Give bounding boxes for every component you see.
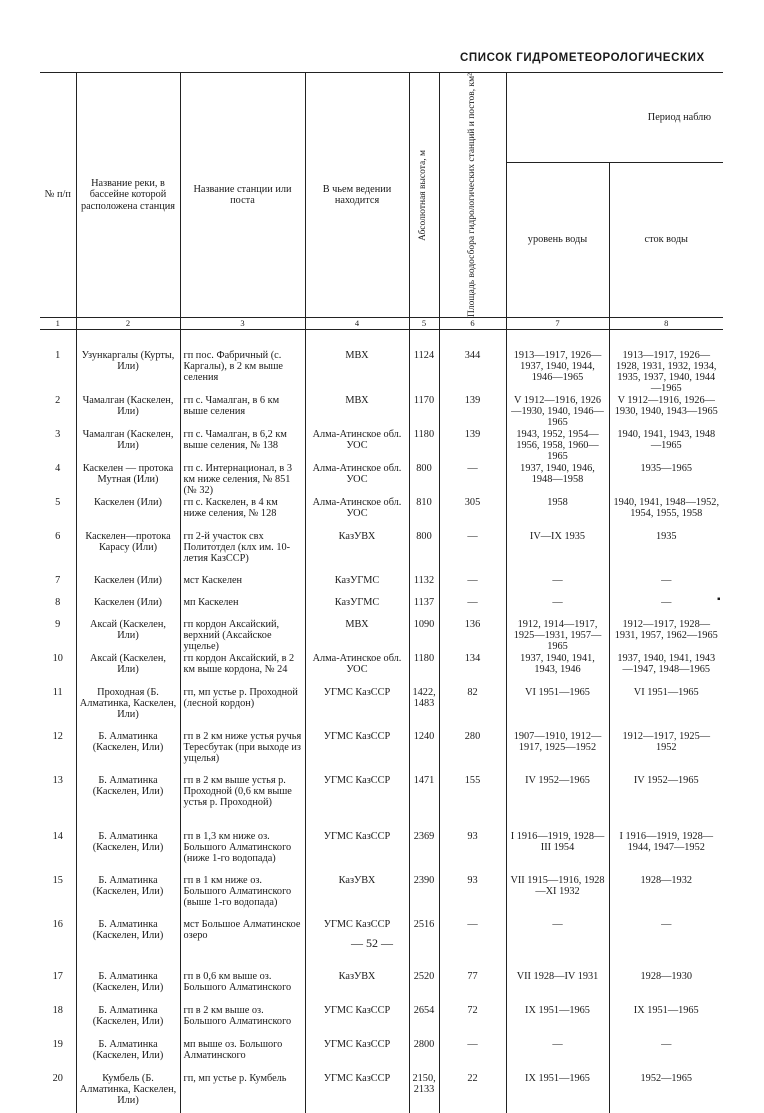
catchment-area: 22 xyxy=(439,1073,506,1113)
water-level-period: V 1912—1916, 1926—1930, 1940, 1946—1965 xyxy=(506,395,609,429)
water-flow-period: VI 1951—1965 xyxy=(633,686,699,698)
row-number: 16 xyxy=(40,919,76,971)
altitude: 1170 xyxy=(409,395,439,429)
water-flow-period: 1928—1932 xyxy=(640,874,692,886)
water-level-period: VII 1928—IV 1931 xyxy=(506,971,609,1005)
column-number: 2 xyxy=(76,317,180,329)
station-name: мп выше оз. Большого Алматинского xyxy=(180,1039,305,1073)
station-name: гп 2-й участок свх Политотдел (клх им. 10-летия КазССР) xyxy=(180,531,305,575)
margin-mark: ▪ xyxy=(717,594,721,605)
catchment-area: 72 xyxy=(439,1005,506,1039)
water-level-period: 1937, 1940, 1946, 1948—1958 xyxy=(506,463,609,497)
water-flow-period: — xyxy=(661,1038,672,1050)
river-name: Кумбель (Б. Алматинка, Каскелен, Или) xyxy=(76,1073,180,1113)
water-level-period: — xyxy=(506,919,609,971)
row-number: 17 xyxy=(40,971,76,1005)
river-name: Б. Алматинка (Каскелен, Или) xyxy=(76,831,180,875)
organization: КазУВХ xyxy=(305,971,409,1005)
table-row xyxy=(40,597,723,619)
row-number: 14 xyxy=(40,831,76,875)
altitude: 800 xyxy=(409,463,439,497)
altitude: 1137 xyxy=(409,597,439,619)
page-running-title: СПИСОК ГИДРОМЕТЕОРОЛОГИЧЕСКИХ xyxy=(460,52,705,64)
water-level-period: 1912, 1914—1917, 1925—1931, 1957—1965 xyxy=(506,619,609,653)
station-name: мст Каскелен xyxy=(180,575,305,597)
catchment-area: 139 xyxy=(439,395,506,429)
organization: МВХ xyxy=(305,330,409,395)
column-number: 6 xyxy=(439,317,506,329)
river-name: Чамалган (Каскелен, Или) xyxy=(76,429,180,463)
catchment-area: 134 xyxy=(439,653,506,687)
water-level-period: VI 1951—1965 xyxy=(506,687,609,731)
organization: КазУВХ xyxy=(305,875,409,919)
organization: Алма-Атинское обл. УОС xyxy=(305,463,409,497)
water-flow-period: 1935—1965 xyxy=(640,462,692,474)
river-name: Б. Алматинка (Каскелен, Или) xyxy=(76,1039,180,1073)
row-number: 2 xyxy=(40,395,76,429)
catchment-area: 93 xyxy=(439,831,506,875)
organization: КазУВХ xyxy=(305,531,409,575)
organization: УГМС КазССР xyxy=(305,1005,409,1039)
water-flow-period: 1952—1965 xyxy=(640,1072,692,1084)
organization: УГМС КазССР xyxy=(305,1073,409,1113)
altitude: 1124 xyxy=(409,330,439,395)
water-flow-period: — xyxy=(661,574,672,586)
organization: КазУГМС xyxy=(305,575,409,597)
river-name: Аксай (Каскелен, Или) xyxy=(76,619,180,653)
organization: УГМС КазССР xyxy=(305,831,409,875)
altitude: 1180 xyxy=(409,653,439,687)
station-name: гп в 1 км ниже оз. Большого Алматинского (выше 1-го водопада) xyxy=(180,875,305,919)
row-number: 18 xyxy=(40,1005,76,1039)
row-number: 9 xyxy=(40,619,76,653)
row-number: 11 xyxy=(40,687,76,731)
catchment-area: 77 xyxy=(439,971,506,1005)
column-header-period: Период наблю xyxy=(506,73,723,163)
water-flow-period: 1912—1917, 1928—1931, 1957, 1962—1965 xyxy=(614,618,718,641)
altitude: 1090 xyxy=(409,619,439,653)
altitude: 1471 xyxy=(409,775,439,831)
table-row xyxy=(40,971,723,1005)
catchment-area: — xyxy=(439,463,506,497)
river-name: Чамалган (Каскелен, Или) xyxy=(76,395,180,429)
water-level-period: 1937, 1940, 1941, 1943, 1946 xyxy=(506,653,609,687)
water-flow-period: V 1912—1916, 1926—1930, 1940, 1943—1965 xyxy=(614,394,718,417)
altitude: 2516 xyxy=(409,919,439,971)
table-row xyxy=(40,831,723,875)
column-header-altitude: Абсолютная высота, м xyxy=(409,73,439,318)
table-row xyxy=(40,395,723,429)
catchment-area: 82 xyxy=(439,687,506,731)
altitude: 2520 xyxy=(409,971,439,1005)
table-row xyxy=(40,429,723,463)
row-number: 8 xyxy=(40,597,76,619)
water-flow-period: — xyxy=(661,918,672,930)
water-flow-period: 1912—1917, 1925—1952 xyxy=(622,730,711,753)
row-number: 12 xyxy=(40,731,76,775)
catchment-area: 93 xyxy=(439,875,506,919)
water-flow-period: 1913—1917, 1926—1928, 1931, 1932, 1934, 1935, 1937, 1940, 1944—1965 xyxy=(616,350,717,395)
table-row xyxy=(40,575,723,597)
altitude: 1240 xyxy=(409,731,439,775)
river-name: Б. Алматинка (Каскелен, Или) xyxy=(76,1005,180,1039)
altitude: 810 xyxy=(409,497,439,531)
station-name: гп в 0,6 км выше оз. Большого Алматинского xyxy=(180,971,305,1005)
altitude: 2150, 2133 xyxy=(409,1073,439,1113)
water-flow-period: I 1916—1919, 1928—1944, 1947—1952 xyxy=(619,830,714,853)
column-header-river: Название реки, в бассейне которой расположена станция xyxy=(76,73,180,318)
organization: МВХ xyxy=(305,395,409,429)
river-name: Каскелен — протока Мутная (Или) xyxy=(76,463,180,497)
column-header-station: Название станции или поста xyxy=(180,73,305,318)
column-number: 8 xyxy=(609,317,723,329)
water-level-period: IX 1951—1965 xyxy=(506,1005,609,1039)
water-level-period: — xyxy=(506,1039,609,1073)
row-number: 5 xyxy=(40,497,76,531)
water-flow-period: IX 1951—1965 xyxy=(633,1004,699,1016)
station-name: гп пос. Фабричный (с. Каргалы), в 2 км выше селения xyxy=(180,330,305,395)
row-number: 4 xyxy=(40,463,76,497)
table-row xyxy=(40,731,723,775)
column-number: 3 xyxy=(180,317,305,329)
altitude: 1132 xyxy=(409,575,439,597)
row-number: 19 xyxy=(40,1039,76,1073)
organization: УГМС КазССР xyxy=(305,919,409,971)
row-number: 1 xyxy=(40,330,76,395)
altitude: 1422, 1483 xyxy=(409,687,439,731)
station-name: гп в 1,3 км ниже оз. Большого Алматинского (ниже 1-го водопада) xyxy=(180,831,305,875)
column-header-num: № п/п xyxy=(40,73,76,318)
organization: Алма-Атинское обл. УОС xyxy=(305,653,409,687)
column-number: 7 xyxy=(506,317,609,329)
station-name: гп в 2 км выше устья р. Проходной (0,6 км выше устья р. Проходной) xyxy=(180,775,305,831)
column-header-area: Площадь водосбора гидрологических станций и постов, км² xyxy=(439,73,506,318)
catchment-area: 139 xyxy=(439,429,506,463)
station-name: гп кордон Аксайский, в 2 км выше кордона, № 24 xyxy=(180,653,305,687)
river-name: Б. Алматинка (Каскелен, Или) xyxy=(76,875,180,919)
altitude: 2390 xyxy=(409,875,439,919)
organization: УГМС КазССР xyxy=(305,1039,409,1073)
water-level-period: IX 1951—1965 xyxy=(506,1073,609,1113)
stations-table xyxy=(40,72,723,1113)
water-level-period: 1907—1910, 1912—1917, 1925—1952 xyxy=(506,731,609,775)
row-number: 15 xyxy=(40,875,76,919)
row-number: 10 xyxy=(40,653,76,687)
organization: КазУГМС xyxy=(305,597,409,619)
catchment-area: — xyxy=(439,531,506,575)
water-flow-period: 1935 xyxy=(655,530,677,542)
station-name: гп, мп устье р. Кумбель xyxy=(180,1073,305,1113)
water-flow-period: — xyxy=(661,596,672,608)
organization: МВХ xyxy=(305,619,409,653)
table-row xyxy=(40,687,723,731)
altitude: 2369 xyxy=(409,831,439,875)
river-name: Каскелен (Или) xyxy=(76,497,180,531)
station-name: мст Большое Алматинское озеро xyxy=(180,919,305,971)
row-number: 3 xyxy=(40,429,76,463)
river-name: Аксай (Каскелен, Или) xyxy=(76,653,180,687)
catchment-area: — xyxy=(439,1039,506,1073)
catchment-area: 136 xyxy=(439,619,506,653)
catchment-area: 280 xyxy=(439,731,506,775)
column-header-level: уровень воды xyxy=(506,162,609,317)
river-name: Каскелен (Или) xyxy=(76,597,180,619)
water-flow-period: 1937, 1940, 1941, 1943—1947, 1948—1965 xyxy=(617,652,716,675)
river-name: Б. Алматинка (Каскелен, Или) xyxy=(76,971,180,1005)
column-header-flow: сток воды xyxy=(644,234,688,246)
catchment-area: — xyxy=(439,919,506,971)
organization: Алма-Атинское обл. УОС xyxy=(305,429,409,463)
river-name: Б. Алматинка (Каскелен, Или) xyxy=(76,775,180,831)
catchment-area: 344 xyxy=(439,330,506,395)
column-number: 5 xyxy=(409,317,439,329)
table-row xyxy=(40,619,723,653)
catchment-area: 155 xyxy=(439,775,506,831)
water-flow-period: 1940, 1941, 1943, 1948—1965 xyxy=(617,428,716,451)
table-row xyxy=(40,875,723,919)
table-row xyxy=(40,463,723,497)
table-row xyxy=(40,775,723,831)
catchment-area: — xyxy=(439,597,506,619)
water-level-period: — xyxy=(506,575,609,597)
organization: УГМС КазССР xyxy=(305,731,409,775)
station-name: гп с. Чамалган, в 6,2 км выше селения, № 138 xyxy=(180,429,305,463)
station-name: гп с. Каскелен, в 4 км ниже селения, № 128 xyxy=(180,497,305,531)
catchment-area: 305 xyxy=(439,497,506,531)
station-name: гп, мп устье р. Проходной (лесной кордон) xyxy=(180,687,305,731)
water-level-period: VII 1915—1916, 1928—XI 1932 xyxy=(506,875,609,919)
table-row xyxy=(40,330,723,395)
altitude: 2800 xyxy=(409,1039,439,1073)
table-row xyxy=(40,653,723,687)
water-level-period: 1958 xyxy=(506,497,609,531)
river-name: Б. Алматинка (Каскелен, Или) xyxy=(76,919,180,971)
river-name: Проходная (Б. Алматинка, Каскелен, Или) xyxy=(76,687,180,731)
row-number: 13 xyxy=(40,775,76,831)
station-name: гп с. Интернационал, в 3 км ниже селения, № 851 (№ 32) xyxy=(180,463,305,497)
station-name: гп в 2 км выше оз. Большого Алматинского xyxy=(180,1005,305,1039)
page-number: — 52 — xyxy=(351,936,393,950)
station-name: мп Каскелен xyxy=(180,597,305,619)
altitude: 1180 xyxy=(409,429,439,463)
water-level-period: I 1916—1919, 1928—III 1954 xyxy=(506,831,609,875)
river-name: Б. Алматинка (Каскелен, Или) xyxy=(76,731,180,775)
water-level-period: IV 1952—1965 xyxy=(506,775,609,831)
water-level-period: IV—IX 1935 xyxy=(506,531,609,575)
river-name: Каскелен—протока Карасу (Или) xyxy=(76,531,180,575)
row-number: 6 xyxy=(40,531,76,575)
organization: Алма-Атинское обл. УОС xyxy=(305,497,409,531)
table-row xyxy=(40,1005,723,1039)
river-name: Узункаргалы (Курты, Или) xyxy=(76,330,180,395)
column-number: 1 xyxy=(40,317,76,329)
water-level-period: — xyxy=(506,597,609,619)
station-name: гп в 2 км ниже устья ручья Тересбутак (при выходе из ущелья) xyxy=(180,731,305,775)
station-name: гп с. Чамалган, в 6 км выше селения xyxy=(180,395,305,429)
station-name: гп кордон Аксайский, верхний (Аксайское ущелье) xyxy=(180,619,305,653)
table-row xyxy=(40,531,723,575)
organization: УГМС КазССР xyxy=(305,687,409,731)
water-level-period: 1913—1917, 1926—1937, 1940, 1944, 1946—1965 xyxy=(506,330,609,395)
water-flow-period: 1940, 1941, 1948—1952, 1954, 1955, 1958 xyxy=(613,496,720,519)
table-row xyxy=(40,1073,723,1113)
organization: УГМС КазССР xyxy=(305,775,409,831)
water-level-period: 1943, 1952, 1954—1956, 1958, 1960—1965 xyxy=(506,429,609,463)
altitude: 2654 xyxy=(409,1005,439,1039)
column-header-org: В чьем ведении находится xyxy=(305,73,409,318)
river-name: Каскелен (Или) xyxy=(76,575,180,597)
column-number: 4 xyxy=(305,317,409,329)
catchment-area: — xyxy=(439,575,506,597)
row-number: 20 xyxy=(40,1073,76,1113)
row-number: 7 xyxy=(40,575,76,597)
water-flow-period: IV 1952—1965 xyxy=(633,774,699,786)
table-row xyxy=(40,1039,723,1073)
water-flow-period: 1928—1930 xyxy=(640,970,692,982)
altitude: 800 xyxy=(409,531,439,575)
table-row xyxy=(40,497,723,531)
